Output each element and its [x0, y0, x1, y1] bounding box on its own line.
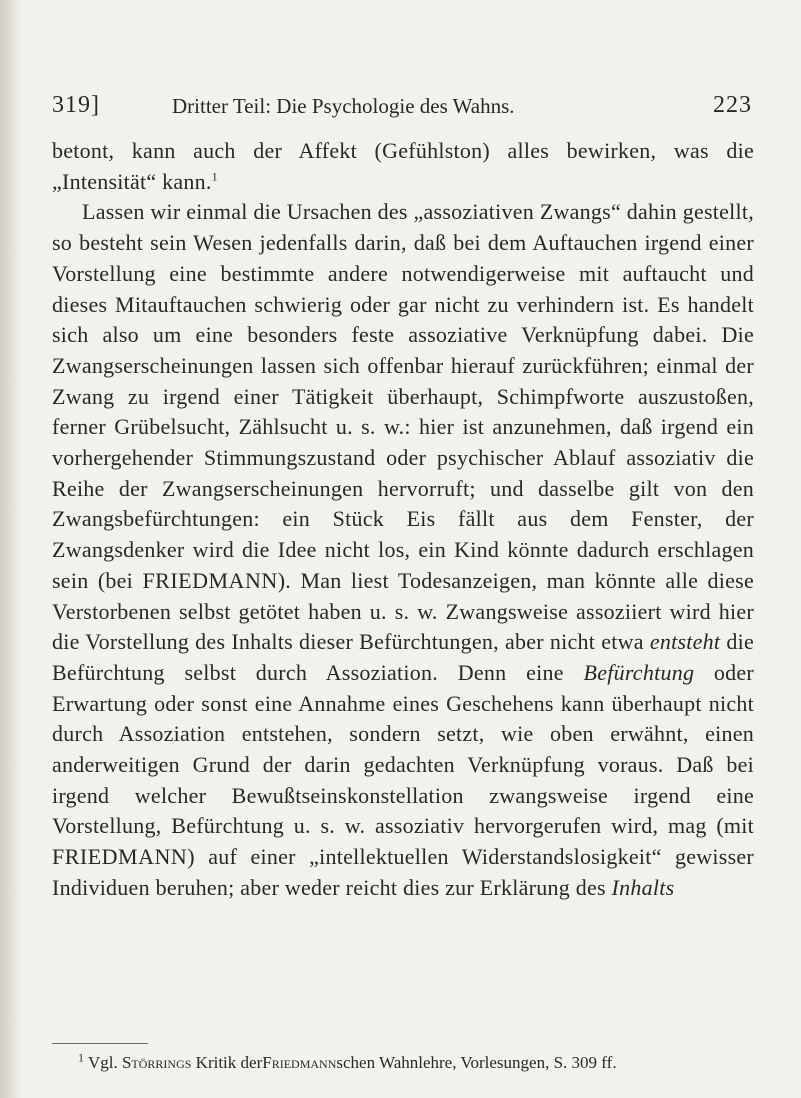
- emphasis-inhalts: Inhalts: [611, 874, 675, 900]
- running-header: [52, 92, 752, 128]
- paragraph-1-text: betont, kann auch der Affekt (Gefühlston) alles bewirken, was die „Intensität“ kann.: [52, 138, 754, 194]
- footnote-mid: Kritik der: [195, 1053, 263, 1072]
- paragraph-2-text-b: ). Man liest Todesanzeigen, man könnte alle diese Verstorbenen selbst getötet haben u. s. w. Zwangsweise assoziiert wird hier die Vorstellung des Inhalts dieser Befürchtungen, aber nicht etwa: [52, 567, 754, 655]
- paragraph-1: [52, 136, 754, 197]
- footnote-author-friedmann: Friedmann: [262, 1053, 337, 1072]
- page-reference: 319]: [52, 92, 100, 118]
- author-name-friedmann: FRIEDMANN: [142, 567, 278, 593]
- footnote-author-stoerring: Störrings: [121, 1053, 192, 1072]
- footnote: [78, 1052, 758, 1074]
- emphasis-entsteht: entsteht: [649, 629, 721, 655]
- footnote-post: schen Wahnlehre, Vorlesungen, S. 309 ff.: [336, 1053, 617, 1072]
- emphasis-befuerchtung: Befürchtung: [583, 659, 695, 685]
- page-number: 223: [713, 92, 752, 118]
- main-text: [52, 136, 754, 904]
- footnote-rule: [52, 1043, 148, 1044]
- running-title: Dritter Teil: Die Psychologie des Wahns.: [172, 94, 515, 118]
- footnote-marker: 1: [78, 1050, 84, 1065]
- paragraph-2-text-e: ) auf einer „intellektuellen Widerstandslosigkeit“ gewisser Individuen beruhen; aber weder reicht dies zur Erklärung des: [52, 844, 754, 900]
- page-edge-shadow: [0, 0, 22, 1098]
- paragraph-2-text-c: die Befürchtung selbst durch Assoziation. Denn eine: [52, 629, 755, 685]
- footnote-pre: Vgl.: [87, 1053, 118, 1072]
- author-name-friedmann-2: FRIEDMANN: [52, 844, 188, 870]
- paragraph-2-text-a: Lassen wir einmal die Ursachen des „assoziativen Zwangs“ dahin gestellt, so besteht sein Wesen jedenfalls darin, daß bei dem Auftauchen irgend einer Vorstellung eine bestimmte andere notwendigerweise mit auftaucht und dieses Mitauftauchen schwierig oder gar nicht zu verhindern ist. Es handelt sich also um eine besonders feste assoziative Verknüpfung dabei. Die Zwangserscheinungen lassen sich offenbar hierauf zurückführen; einmal der Zwang zu irgend einer Tätigkeit überhaupt, Schimpfworte auszustoßen, ferner Grübelsucht, Zählsucht u. s. w.: hier ist anzunehmen, daß irgend ein vorhergehender Stimmungszustand oder psychischer Ablauf assoziativ die Reihe der Zwangserscheinungen hervorruft; und dasselbe gilt von den Zwangsbefürchtungen: ein Stück Eis fällt aus dem Fenster, der Zwangsdenker wird die Idee nicht los, ein Kind könnte dadurch erschlagen sein (bei: [52, 199, 754, 593]
- paragraph-2: [52, 197, 754, 903]
- footnote-reference: 1: [211, 169, 218, 184]
- paragraph-2-text-d: oder Erwartung oder sonst eine Annahme eines Geschehens kann überhaupt nicht durch Assoziation entstehen, sondern setzt, wie oben erwähnt, einen anderweitigen Grund der darin gedachten Verknüpfung voraus. Daß bei irgend welcher Bewußtseinskonstellation zwangsweise irgend eine Vorstellung, Befürchtung u. s. w. assoziativ hervorgerufen wird, mag (mit: [52, 659, 755, 839]
